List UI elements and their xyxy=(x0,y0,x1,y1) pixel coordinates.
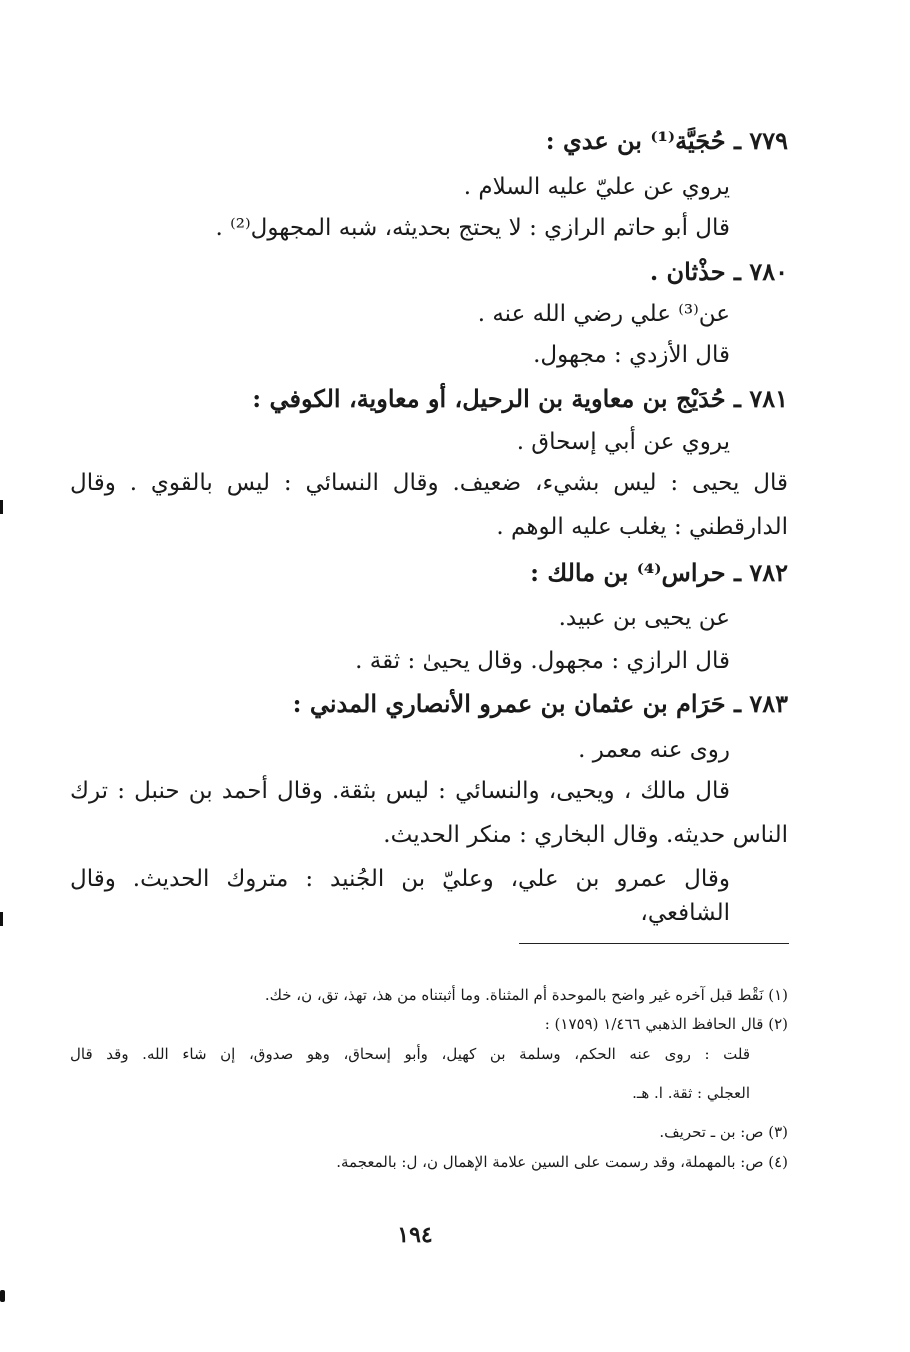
entry-780-line-1: عن⁽³⁾ علي رضي الله عنه . xyxy=(477,301,730,327)
entry-783-line-1: روى عنه معمر . xyxy=(578,737,730,763)
scan-mark xyxy=(0,912,3,926)
entry-781-line-2: قال يحيى : ليس بشيء، ضعيف. وقال النسائي : ليس بالقوي . وقال xyxy=(70,470,788,496)
footnote-separator xyxy=(519,943,789,944)
entry-783-line-2: قال مالك ، ويحيى، والنسائي : ليس بثقة. وقال أحمد بن حنبل : ترك xyxy=(70,778,730,804)
entry-780-line-2: قال الأزدي : مجهول. xyxy=(533,342,730,368)
entry-779-line-1: يروي عن عليّ عليه السلام . xyxy=(463,174,730,200)
entry-783-line-4: وقال عمرو بن علي، وعليّ بن الجُنيد : متروك الحديث. وقال الشافعي، xyxy=(70,866,730,926)
footnote-1: (١) نَقْط قبل آخره غير واضح بالموحدة أم المثناة. وما أثبتناه من هذ، تهذ، تق، ن، خك. xyxy=(264,986,788,1004)
footnote-2: (٢) قال الحافظ الذهبي ١/٤٦٦ (١٧٥٩) : xyxy=(544,1015,788,1033)
entry-782-line-2: قال الرازي : مجهول. وقال يحيىٰ : ثقة . xyxy=(355,648,730,674)
footnote-2-continuation-end: العجلي : ثقة. ا. هـ. xyxy=(632,1084,750,1102)
entry-779-line-2: قال أبو حاتم الرازي : لا يحتج بحديثه، شبه المجهول⁽²⁾ . xyxy=(215,215,730,241)
footnote-2-continuation: قلت : روى عنه الحكم، وسلمة بن كهيل، وأبو إسحاق، وهو صدوق، إن شاء الله. وقد قال xyxy=(70,1045,750,1063)
entry-heading-781: ٧٨١ ـ حُدَيْج بن معاوية بن الرحيل، أو معاوية، الكوفي : xyxy=(252,384,788,413)
entry-heading-783: ٧٨٣ ـ حَرَام بن عثمان بن عمرو الأنصاري المدني : xyxy=(292,689,788,718)
entry-781-line-3: الدارقطني : يغلب عليه الوهم . xyxy=(496,514,788,540)
entry-781-line-1: يروي عن أبي إسحاق . xyxy=(516,429,730,455)
footnote-4: (٤) ص: بالمهملة، وقد رسمت على السين علامة الإهمال ن، ل: بالمعجمة. xyxy=(336,1153,788,1171)
scan-mark xyxy=(0,1290,5,1302)
entry-782-line-1: عن يحيى بن عبيد. xyxy=(558,605,730,631)
entry-783-line-3: الناس حديثه. وقال البخاري : منكر الحديث. xyxy=(383,822,788,848)
page-number: ١٩٤ xyxy=(397,1222,433,1248)
entry-heading-780: ٧٨٠ ـ حذْثان . xyxy=(649,257,788,286)
entry-heading-779: ٧٧٩ ـ حُجَيَّة⁽¹⁾ بن عدي : xyxy=(545,126,788,155)
footnote-3: (٣) ص: بن ـ تحريف. xyxy=(659,1123,788,1141)
entry-heading-782: ٧٨٢ ـ حراس⁽⁴⁾ بن مالك : xyxy=(530,558,788,587)
scan-mark xyxy=(0,500,3,514)
